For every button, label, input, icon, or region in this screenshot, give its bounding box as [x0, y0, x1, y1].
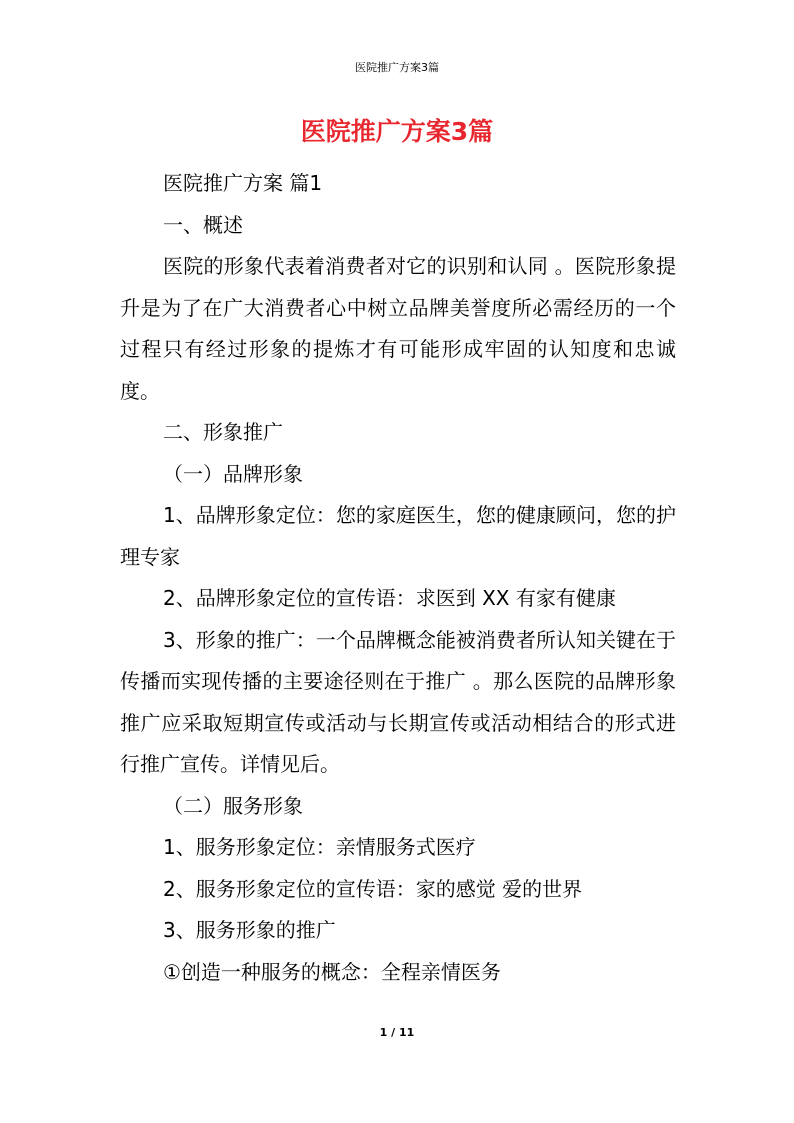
page-number: 1 / 11 — [379, 1026, 415, 1039]
item-image-promotion: 3、形象的推广：一个品牌概念能被消费者所认知关键在于传播而实现传播的主要途径则在于推广 。那么医院的品牌形象推广应采取短期宣传或活动与长期宣传或活动相结合的形式进行推广宣传。详情见后。 — [120, 627, 676, 776]
item-service-slogan: 2、服务形象定位的宣传语：家的感觉 爱的世界 — [163, 876, 583, 901]
subheading-brand-image: （一）品牌形象 — [163, 461, 303, 486]
subheading-service-image: （二）服务形象 — [163, 793, 303, 818]
item-brand-positioning: 1、品牌形象定位：您的家庭医生，您的健康顾问，您的护理专家 — [120, 503, 676, 569]
document-body — [120, 163, 676, 993]
heading-overview: 一、概述 — [163, 212, 243, 237]
item-brand-slogan: 2、品牌形象定位的宣传语：求医到 XX 有家有健康 — [163, 586, 616, 610]
running-header: 医院推广方案3篇 — [355, 61, 439, 74]
section-heading-part1: 医院推广方案 篇1 — [163, 171, 323, 195]
document-title: 医院推广方案3篇 — [300, 117, 494, 146]
item-service-positioning: 1、服务形象定位：亲情服务式医疗 — [163, 835, 476, 859]
item-service-promotion: 3、服务形象的推广 — [163, 918, 336, 942]
header-divider — [120, 80, 674, 81]
paragraph-overview: 医院的形象代表着消费者对它的识别和认同 。医院形象提升是为了在广大消费者心中树立品牌美誉度所必需经历的一个过程只有经过形象的提炼才有可能形成牢固的认知度和忠诚度。 — [120, 254, 676, 403]
item-service-concept: ①创造一种服务的概念：全程亲情医务 — [163, 959, 501, 984]
heading-image-promotion: 二、形象推广 — [163, 420, 283, 444]
